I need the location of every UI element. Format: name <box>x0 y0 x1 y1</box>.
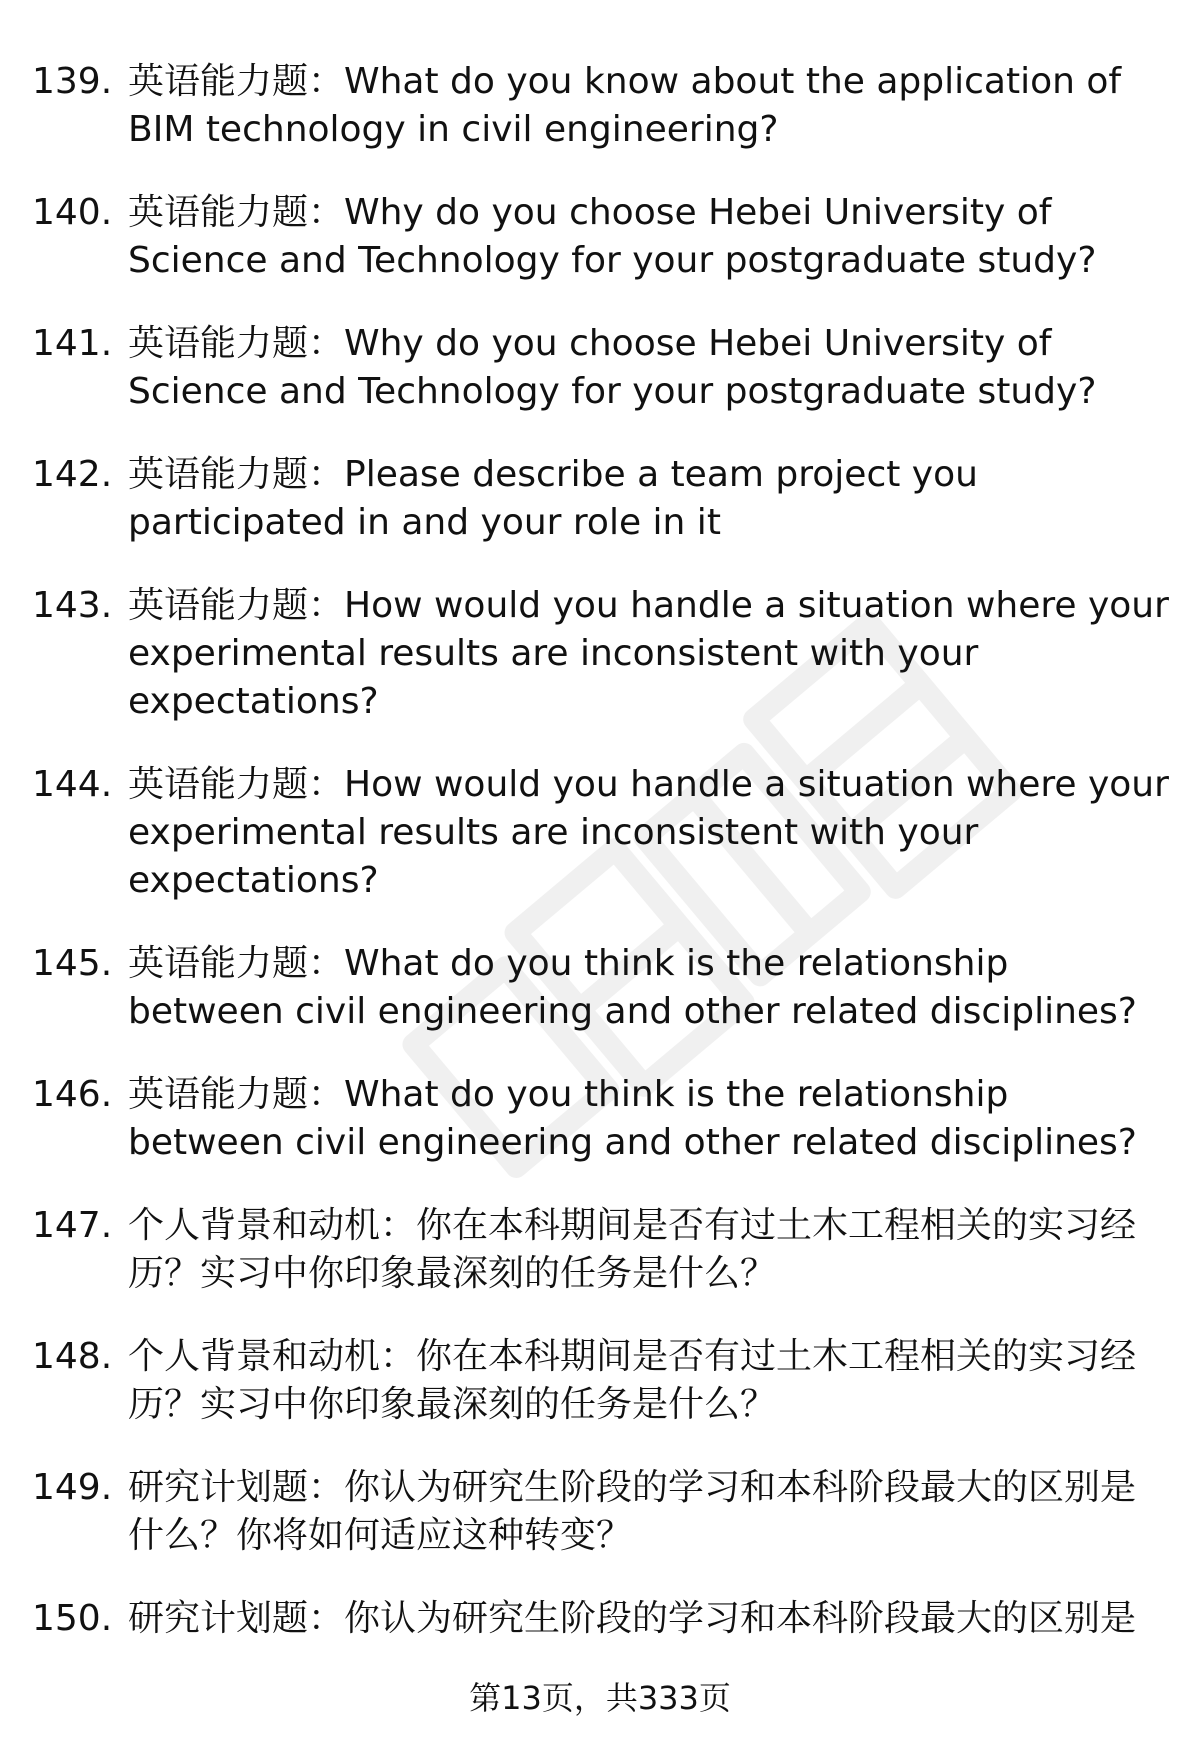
question-text: 英语能力题：What do you think is the relationship between civil engineering and other related disciplines? <box>128 1074 1137 1163</box>
question-number: 147. <box>32 1205 113 1246</box>
list-item <box>0 582 1200 726</box>
list-item <box>0 1333 1200 1429</box>
list-item <box>0 58 1200 154</box>
page-footer: 第13页，共333页 <box>469 1679 731 1717</box>
question-number: 149. <box>32 1467 113 1508</box>
list-item <box>0 451 1200 547</box>
question-number: 140. <box>32 192 113 233</box>
question-number: 150. <box>32 1598 113 1639</box>
question-text: 英语能力题：Why do you choose Hebei University of Science and Technology for your postgraduate study? <box>128 323 1097 412</box>
list-item <box>0 940 1200 1036</box>
question-text: 个人背景和动机：你在本科期间是否有过土木工程相关的实习经历？实习中你印象最深刻的任务是什么？ <box>128 1336 1137 1425</box>
question-text: 英语能力题：How would you handle a situation where your experimental results are inconsistent with your expectations? <box>128 764 1169 901</box>
question-text: 英语能力题：Why do you choose Hebei University of Science and Technology for your postgraduate study? <box>128 192 1097 281</box>
list-item <box>0 1595 1200 1643</box>
question-number: 142. <box>32 454 113 495</box>
question-text: 英语能力题：What do you think is the relationship between civil engineering and other related disciplines? <box>128 943 1137 1032</box>
question-list <box>0 58 1200 1678</box>
question-number: 143. <box>32 585 113 626</box>
question-number: 145. <box>32 943 113 984</box>
list-item <box>0 761 1200 905</box>
question-number: 139. <box>32 61 113 102</box>
question-number: 148. <box>32 1336 113 1377</box>
question-number: 144. <box>32 764 113 805</box>
list-item <box>0 1202 1200 1298</box>
question-text: 英语能力题：How would you handle a situation where your experimental results are inconsistent with your expectations? <box>128 585 1169 722</box>
question-number: 146. <box>32 1074 113 1115</box>
list-item <box>0 320 1200 416</box>
question-text: 个人背景和动机：你在本科期间是否有过土木工程相关的实习经历？实习中你印象最深刻的任务是什么？ <box>128 1205 1137 1294</box>
question-text: 英语能力题：What do you know about the application of BIM technology in civil engineering? <box>128 61 1122 150</box>
question-number: 141. <box>32 323 113 364</box>
list-item <box>0 1464 1200 1560</box>
list-item <box>0 1071 1200 1167</box>
question-text: 研究计划题：你认为研究生阶段的学习和本科阶段最大的区别是什么？你将如何适应这种转变？ <box>128 1467 1137 1556</box>
list-item <box>0 189 1200 285</box>
question-text: 英语能力题：Please describe a team project you participated in and your role in it <box>128 454 978 543</box>
question-text: 研究计划题：你认为研究生阶段的学习和本科阶段最大的区别是 <box>128 1598 1137 1639</box>
